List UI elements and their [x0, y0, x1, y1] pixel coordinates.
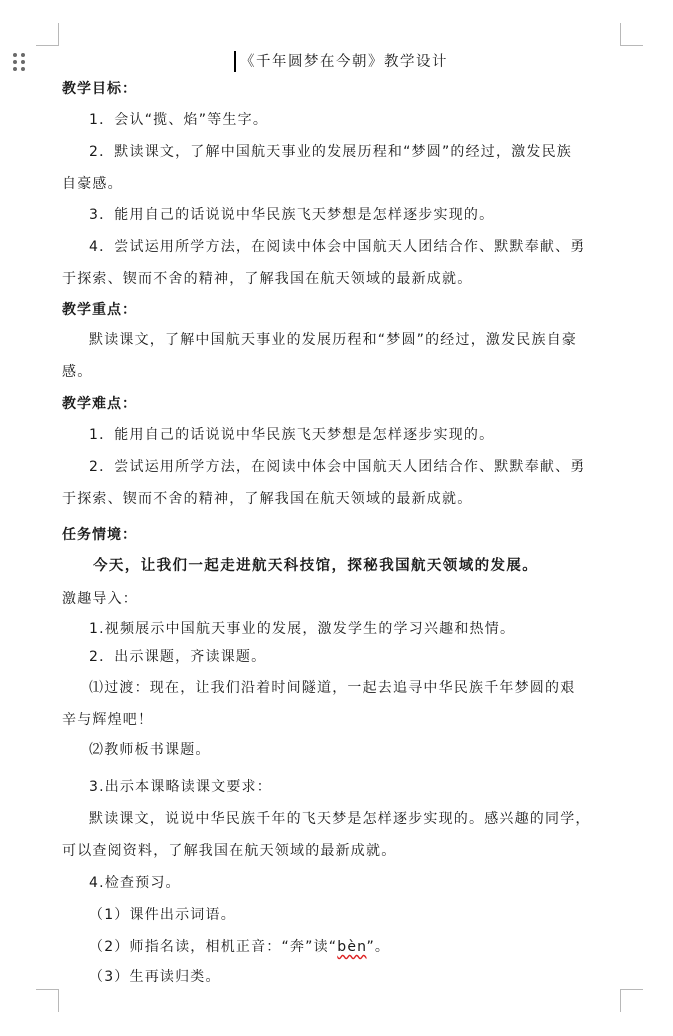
- task-statement: 今天，让我们一起走进航天科技馆，探秘我国航天领域的发展。: [93, 558, 539, 574]
- pronunciation-word: bèn: [337, 939, 367, 955]
- keypoints-line: 感。: [62, 364, 93, 380]
- intro-line: 1.视频展示中国航天事业的发展，激发学生的学习兴趣和热情。: [89, 621, 516, 637]
- intro-heading: 激趣导入：: [62, 591, 138, 607]
- difficulties-line: 1．能用自己的话说说中华民族飞天梦想是怎样逐步实现的。: [89, 427, 495, 443]
- intro-line: 2．出示课题，齐读课题。: [89, 649, 267, 665]
- intro-line: 可以查阅资料，了解我国在航天领域的最新成就。: [62, 843, 397, 859]
- page-corner-mark-bottom-left: [36, 989, 59, 1012]
- page-corner-mark-top-left: [36, 23, 59, 46]
- pronunciation-line: [89, 938, 390, 956]
- keypoints-line: 默读课文，了解中国航天事业的发展历程和“梦圆”的经过，激发民族自豪: [89, 332, 578, 348]
- difficulties-line: 于探索、锲而不舍的精神，了解我国在航天领域的最新成就。: [62, 491, 473, 507]
- page-corner-mark-top-right: [620, 23, 643, 46]
- objective-line: 于探索、锲而不舍的精神，了解我国在航天领域的最新成就。: [62, 271, 473, 287]
- objective-line: 4．尝试运用所学方法，在阅读中体会中国航天人团结合作、默默奉献、勇: [89, 239, 586, 255]
- text-cursor: [234, 51, 236, 72]
- intro-line: 4.检查预习。: [89, 875, 181, 891]
- keypoints-heading: 教学重点：: [62, 302, 137, 318]
- intro-line: （3）生再读归类。: [89, 969, 221, 985]
- difficulties-heading: 教学难点：: [62, 396, 137, 412]
- intro-line: （1）课件出示词语。: [89, 907, 236, 923]
- intro-line: ⑴过渡：现在，让我们沿着时间隧道，一起去追寻中华民族千年梦圆的艰: [89, 680, 576, 696]
- intro-line: 默读课文，说说中华民族千年的飞天梦是怎样逐步实现的。感兴趣的同学，: [89, 811, 591, 827]
- document-title: 《千年圆梦在今朝》教学设计: [240, 54, 448, 70]
- drag-handle-icon[interactable]: [12, 52, 28, 72]
- task-heading: 任务情境：: [62, 527, 137, 543]
- pronunciation-prefix: （2）师指名读，相机正音：“奔”读“: [89, 939, 338, 955]
- difficulties-line: 2．尝试运用所学方法，在阅读中体会中国航天人团结合作、默默奉献、勇: [89, 459, 586, 475]
- objective-line: 2．默读课文，了解中国航天事业的发展历程和“梦圆”的经过，激发民族: [89, 144, 573, 160]
- pronunciation-suffix: ”。: [366, 939, 391, 955]
- objectives-heading: 教学目标：: [62, 81, 137, 97]
- intro-line: ⑵教师板书课题。: [89, 742, 211, 758]
- objective-line: 1．会认“揽、焰”等生字。: [89, 112, 269, 128]
- objective-line: 3．能用自己的话说说中华民族飞天梦想是怎样逐步实现的。: [89, 207, 495, 223]
- page-corner-mark-bottom-right: [620, 989, 643, 1012]
- intro-line: 辛与辉煌吧！: [62, 712, 154, 728]
- intro-line: 3.出示本课略读课文要求：: [89, 779, 272, 795]
- objective-line: 自豪感。: [62, 176, 123, 192]
